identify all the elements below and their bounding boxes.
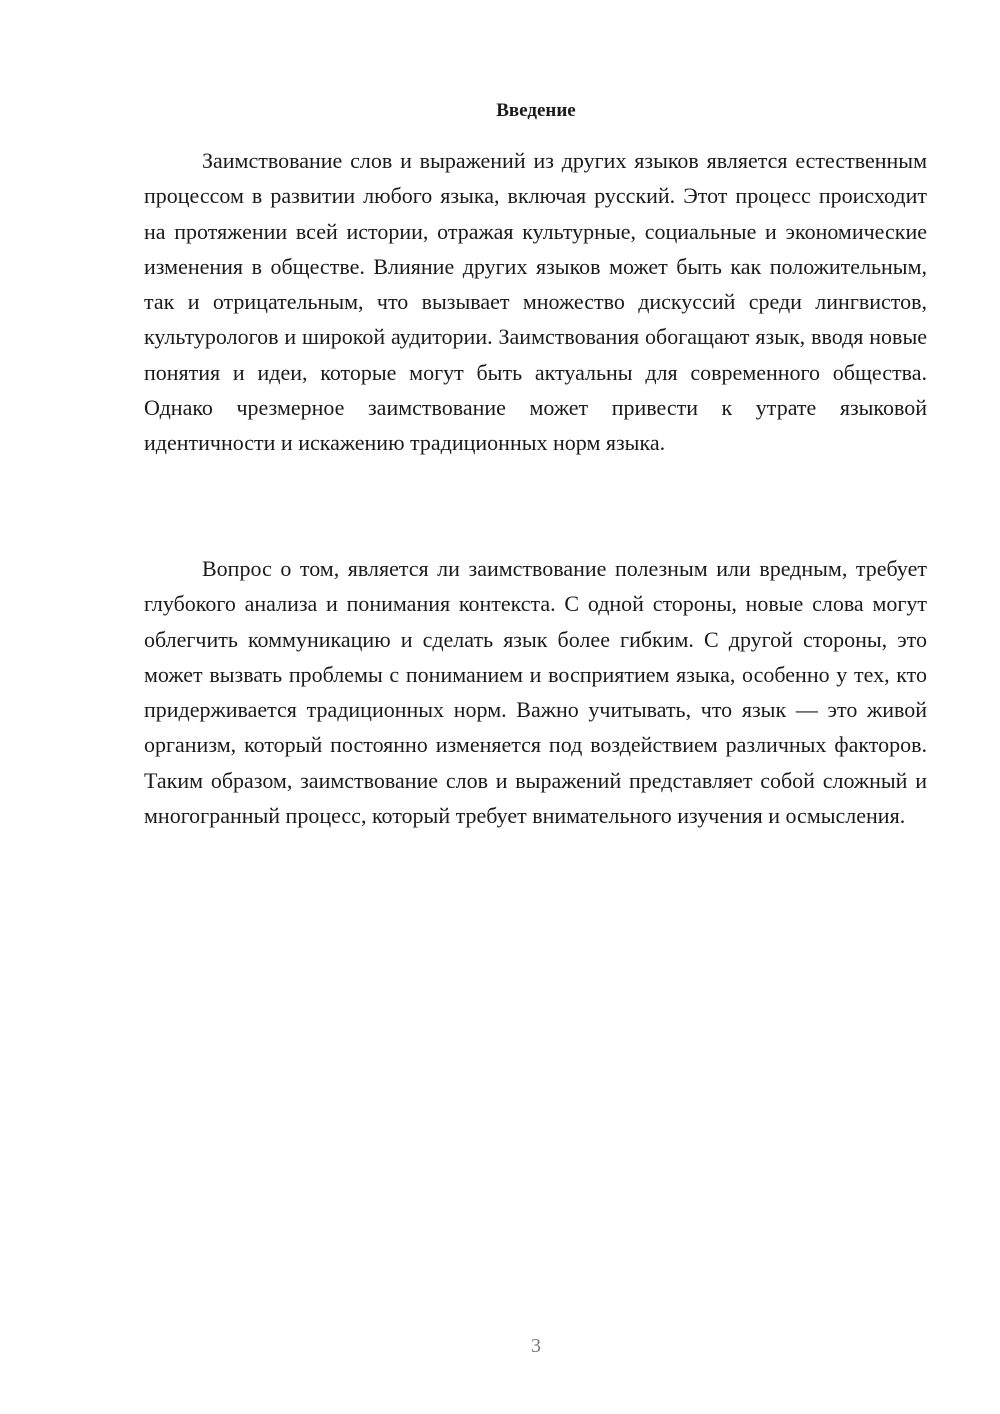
paragraph-1: Заимствование слов и выражений из других языков является естественным процессом в развитии любого языка, включая русский. Этот процесс происходит на протяжении всей истории, отражая культурные, социальные и экономические изменения в обществе. Влияние других языков может быть как положительным, так и отрицательным, что вызывает множество дискуссий среди лингвистов, культурологов и широкой аудитории. Заимствования обогащают язык, вводя новые понятия и идеи, которые могут быть актуальны для современного общества. Однако чрезмерное заимствование может привести к утрате языковой идентичности и искажению традиционных норм языка. <box>144 148 927 456</box>
page-number: 3 <box>531 1335 541 1357</box>
paragraph-2: Вопрос о том, является ли заимствование полезным или вредным, требует глубокого анализа и понимания контекста. С одной стороны, новые слова могут облегчить коммуникацию и сделать язык более гибким. С другой стороны, это может вызвать проблемы с пониманием и восприятием языка, особенно у тех, кто придерживается традиционных норм. Важно учитывать, что язык — это живой организм, который постоянно изменяется под воздействием различных факторов. Таким образом, заимствование слов и выражений представляет собой сложный и многогранный процесс, который требует внимательного изучения и осмысления. <box>144 556 927 829</box>
section-heading: Введение <box>496 100 576 121</box>
